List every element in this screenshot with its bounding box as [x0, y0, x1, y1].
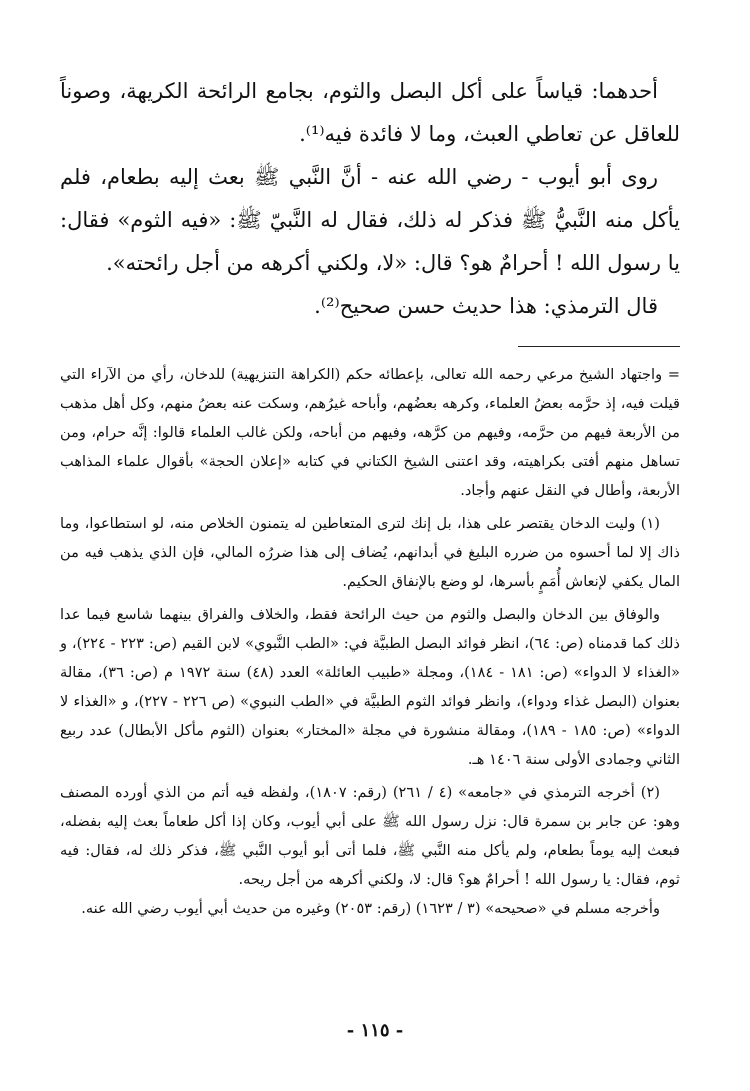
footnote-2: (٢) أخرجه الترمذي في «جامعه» (٤ / ٢٦١) (رقم: ١٨٠٧)، ولفظه فيه أتم من الذي أورده المصنف وهو: عن جابر بن سمرة قال: نزل رسول الله ﷺ على أبي أيوب، وكان إذا أكل طعاماً بعث إليه بفضله، فبعث إليه يوماً بطعام، ولم يأكل منه النَّبي ﷺ، فلما أتى أبو أيوب النَّبي ﷺ، فذكر ذلك له، فقال: فيه ثوم، فقال: يا رسول الله ! أحرامٌ هو؟ قال: لا، ولكني أكرهه من أجل ريحه.: [60, 784, 680, 888]
main-paragraph: روى أبو أيوب - رضي الله عنه - أنَّ النَّبي ﷺ بعث إليه بطعام، فلم يأكل منه النَّبيُّ ﷺ فذكر له ذلك، فقال له النَّبيّ ﷺ: «فيه الثوم» فقال: يا رسول الله ! أحرامٌ هو؟ قال: «لا، ولكني أكرهه من أجل رائحته».: [60, 165, 680, 275]
footnote-separator: [518, 346, 680, 347]
footnote-1: (١) وليت الدخان يقتصر على هذا، بل إنك لترى المتعاطين له يتمنون الخلاص منه، لو استطاعوا، وما ذاك إلا لما أحسوه من ضرره البليغ في أبدانهم، يُضاف إلى هذا ضررُه المالي، فإن الذي يذهب فيه من المال يكفي لإنعاش أُمَمٍ بأسرها، لو وضع بالإنفاق الحكيم.: [60, 515, 680, 590]
footnote-2-continued: وأخرجه مسلم في «صحيحه» (٣ / ١٦٢٣) (رقم: ٢٠٥٣) وغيره من حديث أبي أيوب رضي الله عنه.: [81, 900, 660, 917]
main-text: [60, 70, 680, 328]
main-paragraph: أحدهما: قياساً على أكل البصل والثوم، بجامع الرائحة الكريهة، وصوناً للعاقل عن تعاطي العبث، وما لا فائدة فيه⁽¹⁾.: [60, 79, 680, 146]
page-number: - ١١٥ -: [346, 1020, 404, 1041]
footnotes: [60, 360, 680, 923]
footnote-1-continued: والوفاق بين الدخان والبصل والثوم من حيث الرائحة فقط، والخلاف والفراق بينهما شاسع فيما عدا ذلك كما قدمناه (ص: ٦٤)، انظر فوائد البصل الطبيَّة في: «الطب النَّبوي» لابن القيم (ص: ٢٢٣ - ٢٢٤)، و «الغذاء لا الدواء» (ص: ١٨١ - ١٨٤)، ومجلة «طبيب العائلة» العدد (٤٨) سنة ١٩٧٢ م (ص: ٣٦)، مقالة بعنوان (البصل غذاء ودواء)، وانظر فوائد الثوم الطبيَّة في «الطب النبوي» (ص ٢٢٦ - ٢٢٧)، و «الغذاء لا الدواء» (ص: ١٨٥ - ١٨٩)، ومقالة منشورة في مجلة «المختار» بعنوان (الثوم مأكل الأبطال) عدد ربيع الثاني وجمادى الأولى سنة ١٤٠٦ هـ.: [60, 606, 681, 768]
footnote-continuation: = واجتهاد الشيخ مرعي رحمه الله تعالى، بإعطائه حكم (الكراهة التنزيهية) للدخان، رأي من الآراء التي قيلت فيه، إذ حرَّمه بعضُ العلماء، وكرهه بعضُهم، وأباحه غيرُهم، وسكت عنه بعضُ منهم، وكل أهل مذهب من الأربعة فيهم من حرَّمه، وفيهم من كرَّهه، وفيهم من أباحه، ولكن غالب العلماء قالوا: إنَّه حرام، ومن تساهل منهم أفتى بكراهيته، وقد اعتنى الشيخ الكتاني في كتابه «إعلان الحجة» بأقوال علماء المذاهب الأربعة، وأطال في النقل عنهم وأجاد.: [60, 366, 680, 499]
main-paragraph: قال الترمذي: هذا حديث حسن صحيح⁽²⁾.: [314, 294, 658, 318]
